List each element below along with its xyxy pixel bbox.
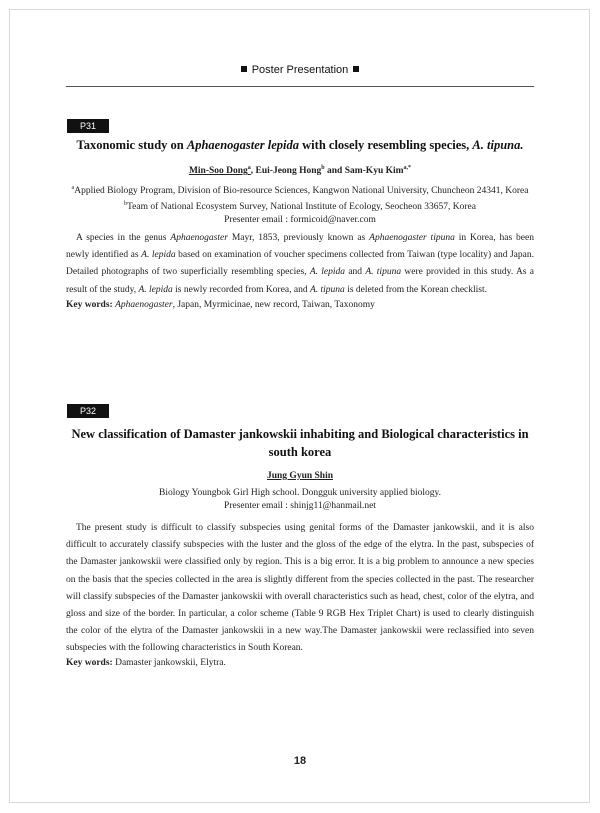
section-header-title: Poster Presentation [251, 64, 349, 76]
p31-title: Taxonomic study on Aphaenogaster lepida with closely resembling species, A. tipuna. [76, 138, 524, 152]
square-bullet-icon [241, 66, 247, 72]
p32-affiliation: Biology Youngbok Girl High school. Dongguk university applied biology. [158, 488, 441, 498]
p31-keywords: Key words: Aphaenogaster, Japan, Myrmicinae, new record, Taiwan, Taxonomy [66, 300, 375, 310]
p32-abstract: The present study is difficult to classify subspecies using genital forms of the Damaster jankowskii, and it is also difficult to accurately classify subspecies with the luster and the gloss of the edge of the elytra. In the past, subspecies of the Damaster jankowskii were classified only by region. This is a big error. It is a big problem to announce a new species on the basis that the species collected in the area is slightly different from the species collected in the past. The researcher will classify subspecies of the Damaster jankowskii with overall characteristics such as head, chest, color of the elytra, and gloss and size of the border. In particular, a color scheme (Table 9 RGB Hex Triplet Chart) is used to clearly distinguish the color of the elytra of the Damaster jankowskii in a new way.The Damaster jankowskii were reclassified into seven subspecies with the following characteristics in South Korean. [66, 523, 534, 654]
p32-authors: Jung Gyun Shin [266, 471, 333, 481]
p31-abstract: A species in the genus Aphaenogaster Mayr, 1853, previously known as Aphaenogaster tipuna in Korea, has been newly identified as A. lepida based on examination of voucher specimens collected from Taiwan (type locality) and Japan. Detailed photographs of two superficially resembling species, A. lepida and A. tipuna were provided in this study. As a result of the study, A. lepida is newly recorded from Korea, and A. tipuna is deleted from the Korean checklist. [66, 233, 535, 295]
header-rule [66, 86, 534, 87]
p31-affiliations [66, 182, 534, 227]
p32-title: New classification of Damaster jankowskii inhabiting and Biological characteristics in south korea [71, 427, 529, 459]
p31-affiliation-b: $^b$Team of National Ecosystem Survey, National Institute of Ecology, Seocheon 33657, Korea [124, 201, 476, 213]
p32-presenter-email: Presenter email : shinjg11@hanmail.net [224, 501, 376, 511]
poster-badge-p32: P32 [67, 404, 109, 418]
p31-authors: Min-Soo Dong$^a$, Eui-Jeong Hong$^b$ and Sam-Kyu Kim$^{a,*}$ [188, 165, 412, 177]
p31-affiliation-a: $^a$Applied Biology Program, Division of Bio-resource Sciences, Kangwon National University, Chuncheon 24341, Korea [71, 185, 529, 197]
poster-badge-p31: P31 [67, 119, 109, 133]
square-bullet-icon [353, 66, 359, 72]
page-number: 18 [293, 755, 307, 767]
p32-keywords: Key words: Damaster jankowskii, Elytra. [66, 658, 226, 668]
section-header [66, 64, 534, 76]
p32-affiliations [66, 487, 534, 513]
p31-presenter-email: Presenter email : formicoid@naver.com [224, 215, 376, 226]
